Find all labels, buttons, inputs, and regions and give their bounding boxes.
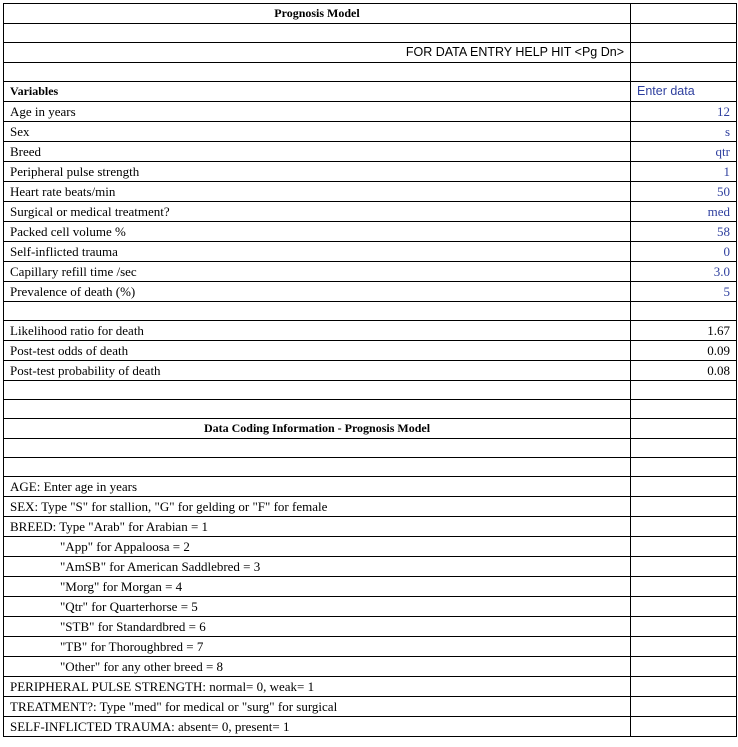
input-label: Peripheral pulse strength bbox=[4, 162, 631, 182]
coding-treatment: TREATMENT?: Type "med" for medical or "surg" for surgical bbox=[4, 697, 631, 717]
result-row bbox=[4, 341, 737, 361]
enter-data-header: Enter data bbox=[631, 82, 737, 102]
empty-cell[interactable] bbox=[631, 677, 737, 697]
coding-breed-option: "Other" for any other breed = 8 bbox=[4, 657, 631, 677]
input-row bbox=[4, 182, 737, 202]
empty-cell[interactable] bbox=[631, 400, 737, 419]
input-label: Heart rate beats/min bbox=[4, 182, 631, 202]
help-row bbox=[4, 43, 737, 63]
result-label: Post-test probability of death bbox=[4, 361, 631, 381]
input-row bbox=[4, 122, 737, 142]
empty-cell[interactable] bbox=[631, 617, 737, 637]
empty-cell[interactable] bbox=[631, 24, 737, 43]
empty-cell[interactable] bbox=[631, 557, 737, 577]
empty-cell[interactable] bbox=[631, 657, 737, 677]
input-value-age[interactable]: 12 bbox=[631, 102, 737, 122]
result-label: Likelihood ratio for death bbox=[4, 321, 631, 341]
coding-breed-option: "TB" for Thoroughbred = 7 bbox=[4, 637, 631, 657]
empty-cell[interactable] bbox=[631, 439, 737, 458]
coding-sex: SEX: Type "S" for stallion, "G" for gelding or "F" for female bbox=[4, 497, 631, 517]
coding-row bbox=[4, 517, 737, 537]
blank-row bbox=[4, 24, 737, 43]
prognosis-sheet bbox=[3, 3, 737, 737]
result-row bbox=[4, 321, 737, 341]
input-value-pulse[interactable]: 1 bbox=[631, 162, 737, 182]
coding-breed-option: "AmSB" for American Saddlebred = 3 bbox=[4, 557, 631, 577]
blank-row bbox=[4, 439, 737, 458]
coding-title-row bbox=[4, 419, 737, 439]
input-label: Capillary refill time /sec bbox=[4, 262, 631, 282]
empty-cell[interactable] bbox=[631, 381, 737, 400]
coding-breed-option: "Morg" for Morgan = 4 bbox=[4, 577, 631, 597]
result-value-likelihood-ratio: 1.67 bbox=[631, 321, 737, 341]
coding-row bbox=[4, 557, 737, 577]
blank-row bbox=[4, 302, 737, 321]
coding-breed-option: "Qtr" for Quarterhorse = 5 bbox=[4, 597, 631, 617]
coding-age: AGE: Enter age in years bbox=[4, 477, 631, 497]
empty-cell[interactable] bbox=[4, 458, 631, 477]
result-row bbox=[4, 361, 737, 381]
input-row bbox=[4, 162, 737, 182]
empty-cell[interactable] bbox=[4, 400, 631, 419]
input-label: Prevalence of death (%) bbox=[4, 282, 631, 302]
coding-breed-option: "App" for Appaloosa = 2 bbox=[4, 537, 631, 557]
coding-row bbox=[4, 497, 737, 517]
title-row bbox=[4, 4, 737, 24]
empty-cell[interactable] bbox=[631, 458, 737, 477]
empty-cell[interactable] bbox=[631, 537, 737, 557]
empty-cell[interactable] bbox=[631, 419, 737, 439]
input-value-trauma[interactable]: 0 bbox=[631, 242, 737, 262]
coding-row bbox=[4, 657, 737, 677]
empty-cell[interactable] bbox=[4, 302, 631, 321]
input-label: Breed bbox=[4, 142, 631, 162]
coding-row bbox=[4, 577, 737, 597]
input-row bbox=[4, 222, 737, 242]
empty-cell[interactable] bbox=[4, 381, 631, 400]
input-value-treatment[interactable]: med bbox=[631, 202, 737, 222]
empty-cell[interactable] bbox=[631, 63, 737, 82]
input-label: Sex bbox=[4, 122, 631, 142]
input-row bbox=[4, 102, 737, 122]
empty-cell[interactable] bbox=[631, 302, 737, 321]
coding-row bbox=[4, 717, 737, 737]
input-row bbox=[4, 282, 737, 302]
empty-cell[interactable] bbox=[631, 517, 737, 537]
variables-header: Variables bbox=[4, 82, 631, 102]
input-value-heart-rate[interactable]: 50 bbox=[631, 182, 737, 202]
empty-cell[interactable] bbox=[631, 697, 737, 717]
blank-row bbox=[4, 381, 737, 400]
input-value-crt[interactable]: 3.0 bbox=[631, 262, 737, 282]
input-label: Self-inflicted trauma bbox=[4, 242, 631, 262]
help-text: FOR DATA ENTRY HELP HIT <Pg Dn> bbox=[4, 43, 631, 63]
input-value-sex[interactable]: s bbox=[631, 122, 737, 142]
input-row bbox=[4, 142, 737, 162]
empty-cell[interactable] bbox=[4, 63, 631, 82]
coding-row bbox=[4, 617, 737, 637]
empty-cell[interactable] bbox=[631, 717, 737, 737]
blank-row bbox=[4, 63, 737, 82]
empty-cell[interactable] bbox=[4, 24, 631, 43]
coding-row bbox=[4, 677, 737, 697]
input-value-prevalence[interactable]: 5 bbox=[631, 282, 737, 302]
empty-cell[interactable] bbox=[631, 43, 737, 63]
empty-cell[interactable] bbox=[631, 577, 737, 597]
coding-row bbox=[4, 477, 737, 497]
blank-row bbox=[4, 458, 737, 477]
empty-cell[interactable] bbox=[631, 4, 737, 24]
input-label: Packed cell volume % bbox=[4, 222, 631, 242]
coding-row bbox=[4, 597, 737, 617]
input-value-breed[interactable]: qtr bbox=[631, 142, 737, 162]
empty-cell[interactable] bbox=[631, 597, 737, 617]
empty-cell[interactable] bbox=[4, 439, 631, 458]
input-value-pcv[interactable]: 58 bbox=[631, 222, 737, 242]
result-value-odds: 0.09 bbox=[631, 341, 737, 361]
coding-trauma: SELF-INFLICTED TRAUMA: absent= 0, present= 1 bbox=[4, 717, 631, 737]
coding-row bbox=[4, 697, 737, 717]
coding-breed-option: "STB" for Standardbred = 6 bbox=[4, 617, 631, 637]
coding-pulse: PERIPHERAL PULSE STRENGTH: normal= 0, weak= 1 bbox=[4, 677, 631, 697]
input-label: Surgical or medical treatment? bbox=[4, 202, 631, 222]
result-value-probability: 0.08 bbox=[631, 361, 737, 381]
header-row bbox=[4, 82, 737, 102]
coding-breed: BREED: Type "Arab" for Arabian = 1 bbox=[4, 517, 631, 537]
input-row bbox=[4, 262, 737, 282]
empty-cell[interactable] bbox=[631, 497, 737, 517]
coding-row bbox=[4, 537, 737, 557]
empty-cell[interactable] bbox=[631, 637, 737, 657]
blank-row bbox=[4, 400, 737, 419]
coding-row bbox=[4, 637, 737, 657]
sheet-title: Prognosis Model bbox=[4, 4, 631, 24]
empty-cell[interactable] bbox=[631, 477, 737, 497]
input-row bbox=[4, 242, 737, 262]
input-label: Age in years bbox=[4, 102, 631, 122]
result-label: Post-test odds of death bbox=[4, 341, 631, 361]
coding-title: Data Coding Information - Prognosis Model bbox=[4, 419, 631, 439]
input-row bbox=[4, 202, 737, 222]
